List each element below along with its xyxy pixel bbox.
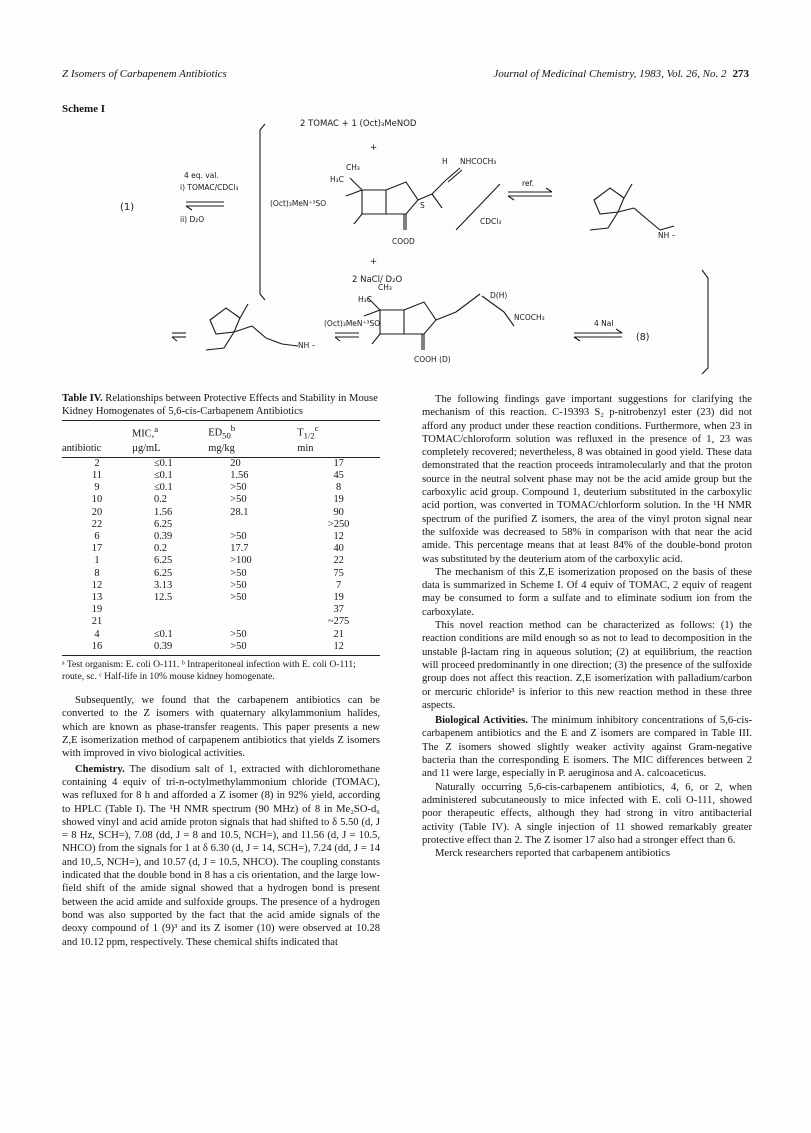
table-caption [62, 393, 380, 418]
cell-t-half: >250 [327, 518, 350, 530]
col-header-mic: MIC,$^a$ [132, 421, 208, 442]
running-header-journal [493, 68, 749, 80]
cell-t-half: 40 [333, 543, 344, 555]
cell-t-half: 19 [333, 494, 344, 506]
table-row [62, 494, 380, 506]
cell-ed50: 20 [230, 457, 241, 469]
cell-ed50: >50 [230, 494, 247, 506]
cell-mic: ≤0.1 [153, 469, 173, 481]
scheme-label: Scheme I [62, 103, 106, 115]
table-row [62, 616, 380, 628]
cell-antibiotic: 11 [91, 469, 102, 481]
cell-antibiotic: 20 [91, 506, 103, 518]
table-row [62, 482, 380, 494]
cell-t-half: 75 [333, 567, 344, 579]
cell-antibiotic: 13 [91, 591, 103, 603]
protective-paragraph: Naturally occurring 5,6-cis-carbapenem antibiotics, 4, 6, or 2, when administered subcutaneously to mice infected with E. coli O-111, showed poor therapeutic effects, although they had strong in vitro antibacterial activity (Table IV). A single injection of 11 showed remarkably greater protective effect than 2. The Z isomer 17 also had a stronger effect than 6. [422, 781, 752, 846]
col-header-ed50: $ED_{50}^b$ [208, 421, 297, 442]
cell-ed50 [208, 519, 297, 531]
col-unit-t-half: min [297, 442, 380, 458]
table-row [62, 531, 380, 543]
cell-antibiotic: 8 [94, 567, 100, 579]
conditions-line-b: i) TOMAC/CDCl₃ [180, 183, 239, 192]
cell-t-half: 8 [336, 482, 342, 494]
compound-1-label: (1) [120, 202, 135, 213]
table-row [62, 519, 380, 531]
cell-mic: ≤0.1 [153, 457, 173, 469]
cell-t-half: 7 [336, 579, 342, 591]
cell-mic: 6.25 [153, 567, 173, 579]
cell-t-half: 90 [333, 506, 344, 518]
cell-mic: 0.2 [153, 494, 167, 506]
chemistry-heading: Chemistry. [75, 763, 125, 775]
reagent-top: 2 TOMAC + 1 (Oct)₃MeNOD [300, 119, 417, 129]
s-label: S [420, 201, 425, 210]
col-unit-ed50: mg/kg [208, 442, 297, 458]
cell-ed50 [208, 616, 297, 628]
method-paragraph: This novel reaction method can be characterized as follows: (1) the reaction conditions are mild enough so as not to lead to decomposition in the unstable β-lactam ring in aqueous solution; (2) at equilibrium, the reaction will proceed predominantly in one direction; (3) the presence of the sulfoxide group does not affect this reaction. Z,E isomerization with palladium/carbon or mercuric chloride³ is inferior to this new reaction method in these three aspects. [422, 620, 752, 711]
cell-antibiotic: 1 [94, 555, 100, 567]
cell-ed50: 28.1 [230, 506, 249, 518]
reagent-bottom: 2 NaCl/ D₂O [352, 275, 403, 285]
cell-t-half: 12 [297, 641, 380, 656]
chemistry-text: The disodium salt of 1, extracted with dichloromethane containing 4 equiv of tri-n-octylmethylammonium chloride (TOMAC), was refluxed for 8 h and afforded a Z isomer (8) in 92% yield, according to HPLC (Table I). The ¹H NMR spectrum (90 MHz) of 8 in Me₂SO-d₆ showed vinyl and acid amide proton signals that had shifted to δ 5.50 (d, J = 8 Hz, SCH=), 7.08 (dd, J = 8 and 10.5, NCH=), and 11.56 (d, J = 10.5, NHCO) from the signals for 1 at δ 6.30 (d, J = 14, SCH=), 7.24 (dd, J = 14 and 10,.5, NCH=), and 10.57 (d, J = 10.5, NHCO). The coupling constants indicated that the double bond in 8 has a cis orientation, and the large low-field shift of the amide signal showed that a hydrogen bond is present between the acid amide and sulfoxide groups. The presence of a hydrogen bond was also supported by the fact that the acid amide signals of the deoxy compound of 1 (9)³ and its Z isomer (10) were observed at 10.28 and 10.12 ppm, respectively. These chemical shifts indicated that [62, 763, 380, 948]
bio-text: The minimum inhibitory concentrations of 5,6-cis-carbapenem antibiotics and the E and Z isomers are compared in Table III. The Z isomers showed slightly weaker activity against Gram-negative bacteria than the corresponding E isomers. The MIC differences between 2 and 11 were large, especially in P. aeruginosa and A. calcoaceticus. [422, 715, 752, 780]
table-body [62, 457, 380, 655]
cell-mic: ≤0.1 [153, 482, 173, 494]
cell-t-half: 21 [333, 628, 344, 640]
nh-label: NH – [658, 231, 676, 240]
cell-antibiotic: 17 [91, 543, 103, 555]
table-row [62, 604, 380, 616]
col-label-antibiotic: antibiotic [62, 442, 132, 458]
table-caption-text: Relationships between Protective Effects and Stability in Mouse Kidney Homogenates of 5,6-cis-Carbapenem Antibiotics [62, 393, 378, 417]
cell-mic [132, 604, 208, 616]
journal-citation: Journal of Medicinal Chemistry, 1983, Vol. 26, No. 2 [493, 68, 727, 80]
solvent-label: CDCl₃ [480, 217, 502, 226]
cell-mic: 3.13 [153, 579, 173, 591]
col-header-antibiotic [62, 421, 132, 442]
dh-label: D(H) [490, 291, 508, 300]
bio-heading: Biological Activities. [435, 715, 528, 727]
table-footnote: ᵃ Test organism: E. coli O-111. ᵇ Intraperitoneal infection with E. coli O-111; route, sc. ᶜ Half-life in 10% mouse kidney homogenate. [62, 658, 356, 682]
cell-ed50: >100 [230, 555, 252, 567]
carboxyl-label-2: COOH (D) [414, 355, 451, 364]
counter-ion-label-2: (Oct)₃MeN⁺³SO [324, 319, 381, 328]
table-row [62, 641, 380, 656]
cell-antibiotic: 4 [94, 628, 100, 640]
cell-mic: 6.25 [153, 555, 173, 567]
table-row [62, 580, 380, 592]
cell-t-half: ~275 [328, 616, 350, 628]
chemistry-paragraph [62, 763, 380, 949]
mechanism-paragraph-1: The following findings gave important suggestions for clarifying the mechanism of this reaction. C-19393 S₂ p-nitrobenzyl ester (23) did not afford any product under these reaction conditions. Furthermore, when 23 in TOMAC/chloroform solution was refluxed in the presence of 1, 23 was completely recovered; nevertheless, 8 was obtained in good yield. These data demonstrated that the reaction proceeds intramolecularly and that the proton source in the neutral solvent phase may not be the acid amide group but the carboxylic acid group. Compound 1, deuterium substituted in the carboxylic acid portion, was converted in TOMAC/chlorform solution. In the ¹H NMR spectrum of the purified Z isomers, the area of the vinyl proton signal near the sulfoxide was decreased to 58% in comparison with that near the acid amide. This percentage means that at least 84% of the double-bond proton was substituted by the deuterium atom of the carboxylic acid. [422, 394, 752, 565]
cell-antibiotic: 10 [91, 494, 103, 506]
cell-antibiotic: 19 [91, 604, 103, 616]
cell-ed50: >50 [230, 628, 247, 640]
product-8-label: (8) [636, 332, 650, 343]
methyl-label-3: CH₃ [378, 283, 392, 292]
ncoch3-label: NCOCH₃ [514, 313, 545, 322]
cell-antibiotic: 22 [91, 518, 103, 530]
cell-antibiotic: 16 [62, 641, 132, 656]
merck-paragraph: Merck researchers reported that carbapenem antibiotics [435, 848, 671, 860]
table-row [62, 629, 380, 641]
nh-label-2: NH – [298, 341, 316, 350]
plus-sign: + [370, 143, 378, 153]
table-row [62, 592, 380, 604]
cell-ed50: 17.7 [230, 543, 249, 555]
counter-ion-label: (Oct)₃MeN⁺³SO [270, 199, 327, 208]
cell-antibiotic: 9 [94, 482, 100, 494]
left-column [62, 393, 380, 949]
table-row [62, 470, 380, 482]
cell-ed50 [208, 604, 297, 616]
mechanism-paragraph-2: The mechanism of this Z,E isomerization proposed on the basis of these data is summarized in Scheme I. Of 4 equiv of TOMAC, 2 equiv of reagent may be consumed to form a sulfate and to eliminate sodium ion from the carboxylate. [422, 566, 752, 618]
cell-ed50: >50 [230, 591, 247, 603]
amide-label: NHCOCH₃ [460, 157, 497, 166]
intro-paragraph: Subsequently, we found that the carbapenem antibiotics can be converted to the Z isomers with quaternary alkylammonium halides, which are known as phase-transfer reagents. This paper presents a new Z,E isomerization method of carpapenem antibiotics that yields Z isomers with improved in vivo biological activities. [62, 695, 380, 760]
reaction-scheme [62, 112, 752, 380]
carboxyl-label: COOD [392, 237, 415, 246]
cell-t-half: 19 [333, 591, 344, 603]
cell-mic: ≤0.1 [153, 628, 173, 640]
cell-antibiotic: 6 [94, 530, 100, 542]
h-label: H [442, 157, 448, 166]
methyl-label: CH₃ [346, 163, 360, 172]
cell-antibiotic: 12 [91, 579, 103, 591]
col-header-t-half: $T_{1/2}^c$ [297, 421, 380, 442]
cell-t-half: 17 [333, 457, 344, 469]
cell-ed50: >50 [230, 579, 247, 591]
cell-ed50: 1.56 [230, 469, 249, 481]
cell-antibiotic: 21 [91, 616, 103, 628]
cell-mic [132, 616, 208, 628]
ref-label: ref. [522, 179, 535, 188]
cell-ed50: >50 [230, 530, 247, 542]
cell-mic: 12.5 [153, 591, 173, 603]
page-number: 273 [732, 68, 749, 80]
bio-paragraph [422, 714, 752, 780]
table-iv [62, 420, 380, 656]
cell-mic: 6.25 [153, 518, 173, 530]
cell-mic: 0.2 [153, 543, 167, 555]
cell-ed50: >50 [208, 641, 297, 656]
cell-mic: 0.39 [132, 641, 208, 656]
plus-sign-2: + [370, 257, 378, 267]
cell-t-half: 45 [333, 469, 344, 481]
cell-ed50: >50 [230, 567, 247, 579]
col-unit-mic: µg/mL [132, 442, 208, 458]
nai-label: 4 NaI [594, 319, 614, 328]
cell-mic: 0.39 [153, 530, 173, 542]
table-row [62, 457, 380, 470]
table-row [62, 568, 380, 580]
cell-antibiotic: 2 [94, 457, 100, 469]
cell-mic: 1.56 [153, 506, 173, 518]
conditions-line-c: ii) D₂O [180, 215, 205, 224]
cell-t-half: 22 [333, 555, 344, 567]
table-row [62, 543, 380, 555]
cell-t-half: 12 [333, 530, 344, 542]
methyl-label-2: H₃C [330, 175, 344, 184]
methyl-label-4: H₃C [358, 295, 372, 304]
right-column [422, 393, 752, 860]
table-row [62, 507, 380, 519]
table-title: Table IV. [62, 393, 103, 404]
running-header-title: Z Isomers of Carbapenem Antibiotics [62, 68, 227, 80]
cell-ed50: >50 [230, 482, 247, 494]
cell-t-half: 37 [333, 604, 344, 616]
conditions-line-a: 4 eq. val. [184, 171, 219, 180]
table-row [62, 555, 380, 567]
